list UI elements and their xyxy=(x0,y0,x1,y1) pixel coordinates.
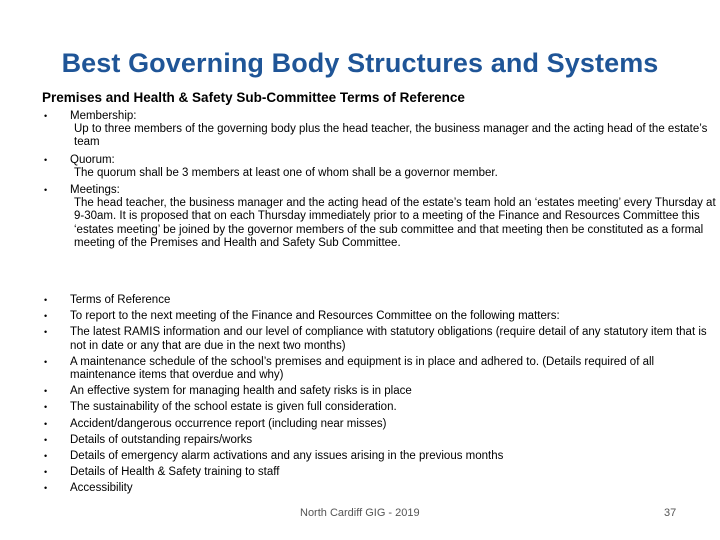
list-item: • Details of Health & Safety training to staff xyxy=(44,466,716,479)
list-item: • Accident/dangerous occurrence report (including near misses) xyxy=(44,418,716,431)
list-item: • To report to the next meeting of the Finance and Resources Committee on the following matters: xyxy=(44,310,716,323)
item-text: The head teacher, the business manager and the acting head of the estate’s team hold an ‘estates meeting’ every Thursday at 9-30am. It is proposed that on each Thursday immediately prior to a meeting of the Finance and Resources Committee this ‘estates meeting’ be joined by the governor members of the sub committee and that meeting then be constituted as a formal meeting of the Premises and Health and Safety Sub Committee. xyxy=(74,197,716,249)
page-title: Best Governing Body Structures and Systems xyxy=(61,48,659,78)
subtitle: Premises and Health & Safety Sub-Committee Terms of Reference xyxy=(42,90,465,105)
list-item: • Terms of Reference xyxy=(44,294,716,307)
list-item: • The latest RAMIS information and our level of compliance with statutory obligations (require detail of any statutory item that is not in date or any that are due in the next two months) xyxy=(44,326,716,352)
list-item: • Details of outstanding repairs/works xyxy=(44,434,716,447)
list-item xyxy=(44,184,716,250)
reference-list xyxy=(44,294,716,496)
item-heading: Quorum: xyxy=(70,153,115,166)
terms-list xyxy=(44,110,716,250)
item-text: The quorum shall be 3 members at least one of whom shall be a governor member. xyxy=(74,166,498,179)
list-item xyxy=(44,110,716,150)
list-item: • Details of emergency alarm activations and any issues arising in the previous months xyxy=(44,450,716,463)
list-item: • Accessibility xyxy=(44,482,716,495)
list-item: • An effective system for managing health and safety risks is in place xyxy=(44,385,716,398)
page-number: 37 xyxy=(664,507,677,519)
item-text: Up to three members of the governing body plus the head teacher, the business manager and the acting head of the estate’s team xyxy=(74,123,708,149)
list-item xyxy=(44,154,716,180)
footer-text: North Cardiff GIG - 2019 xyxy=(300,507,420,519)
list-item: • The sustainability of the school estate is given full consideration. xyxy=(44,401,716,414)
item-heading: Meetings: xyxy=(70,184,120,197)
item-heading: Membership: xyxy=(70,110,137,122)
list-item: • A maintenance schedule of the school’s premises and equipment is in place and adhered to. (Details required of all maintenance items that overdue and why) xyxy=(44,356,716,382)
